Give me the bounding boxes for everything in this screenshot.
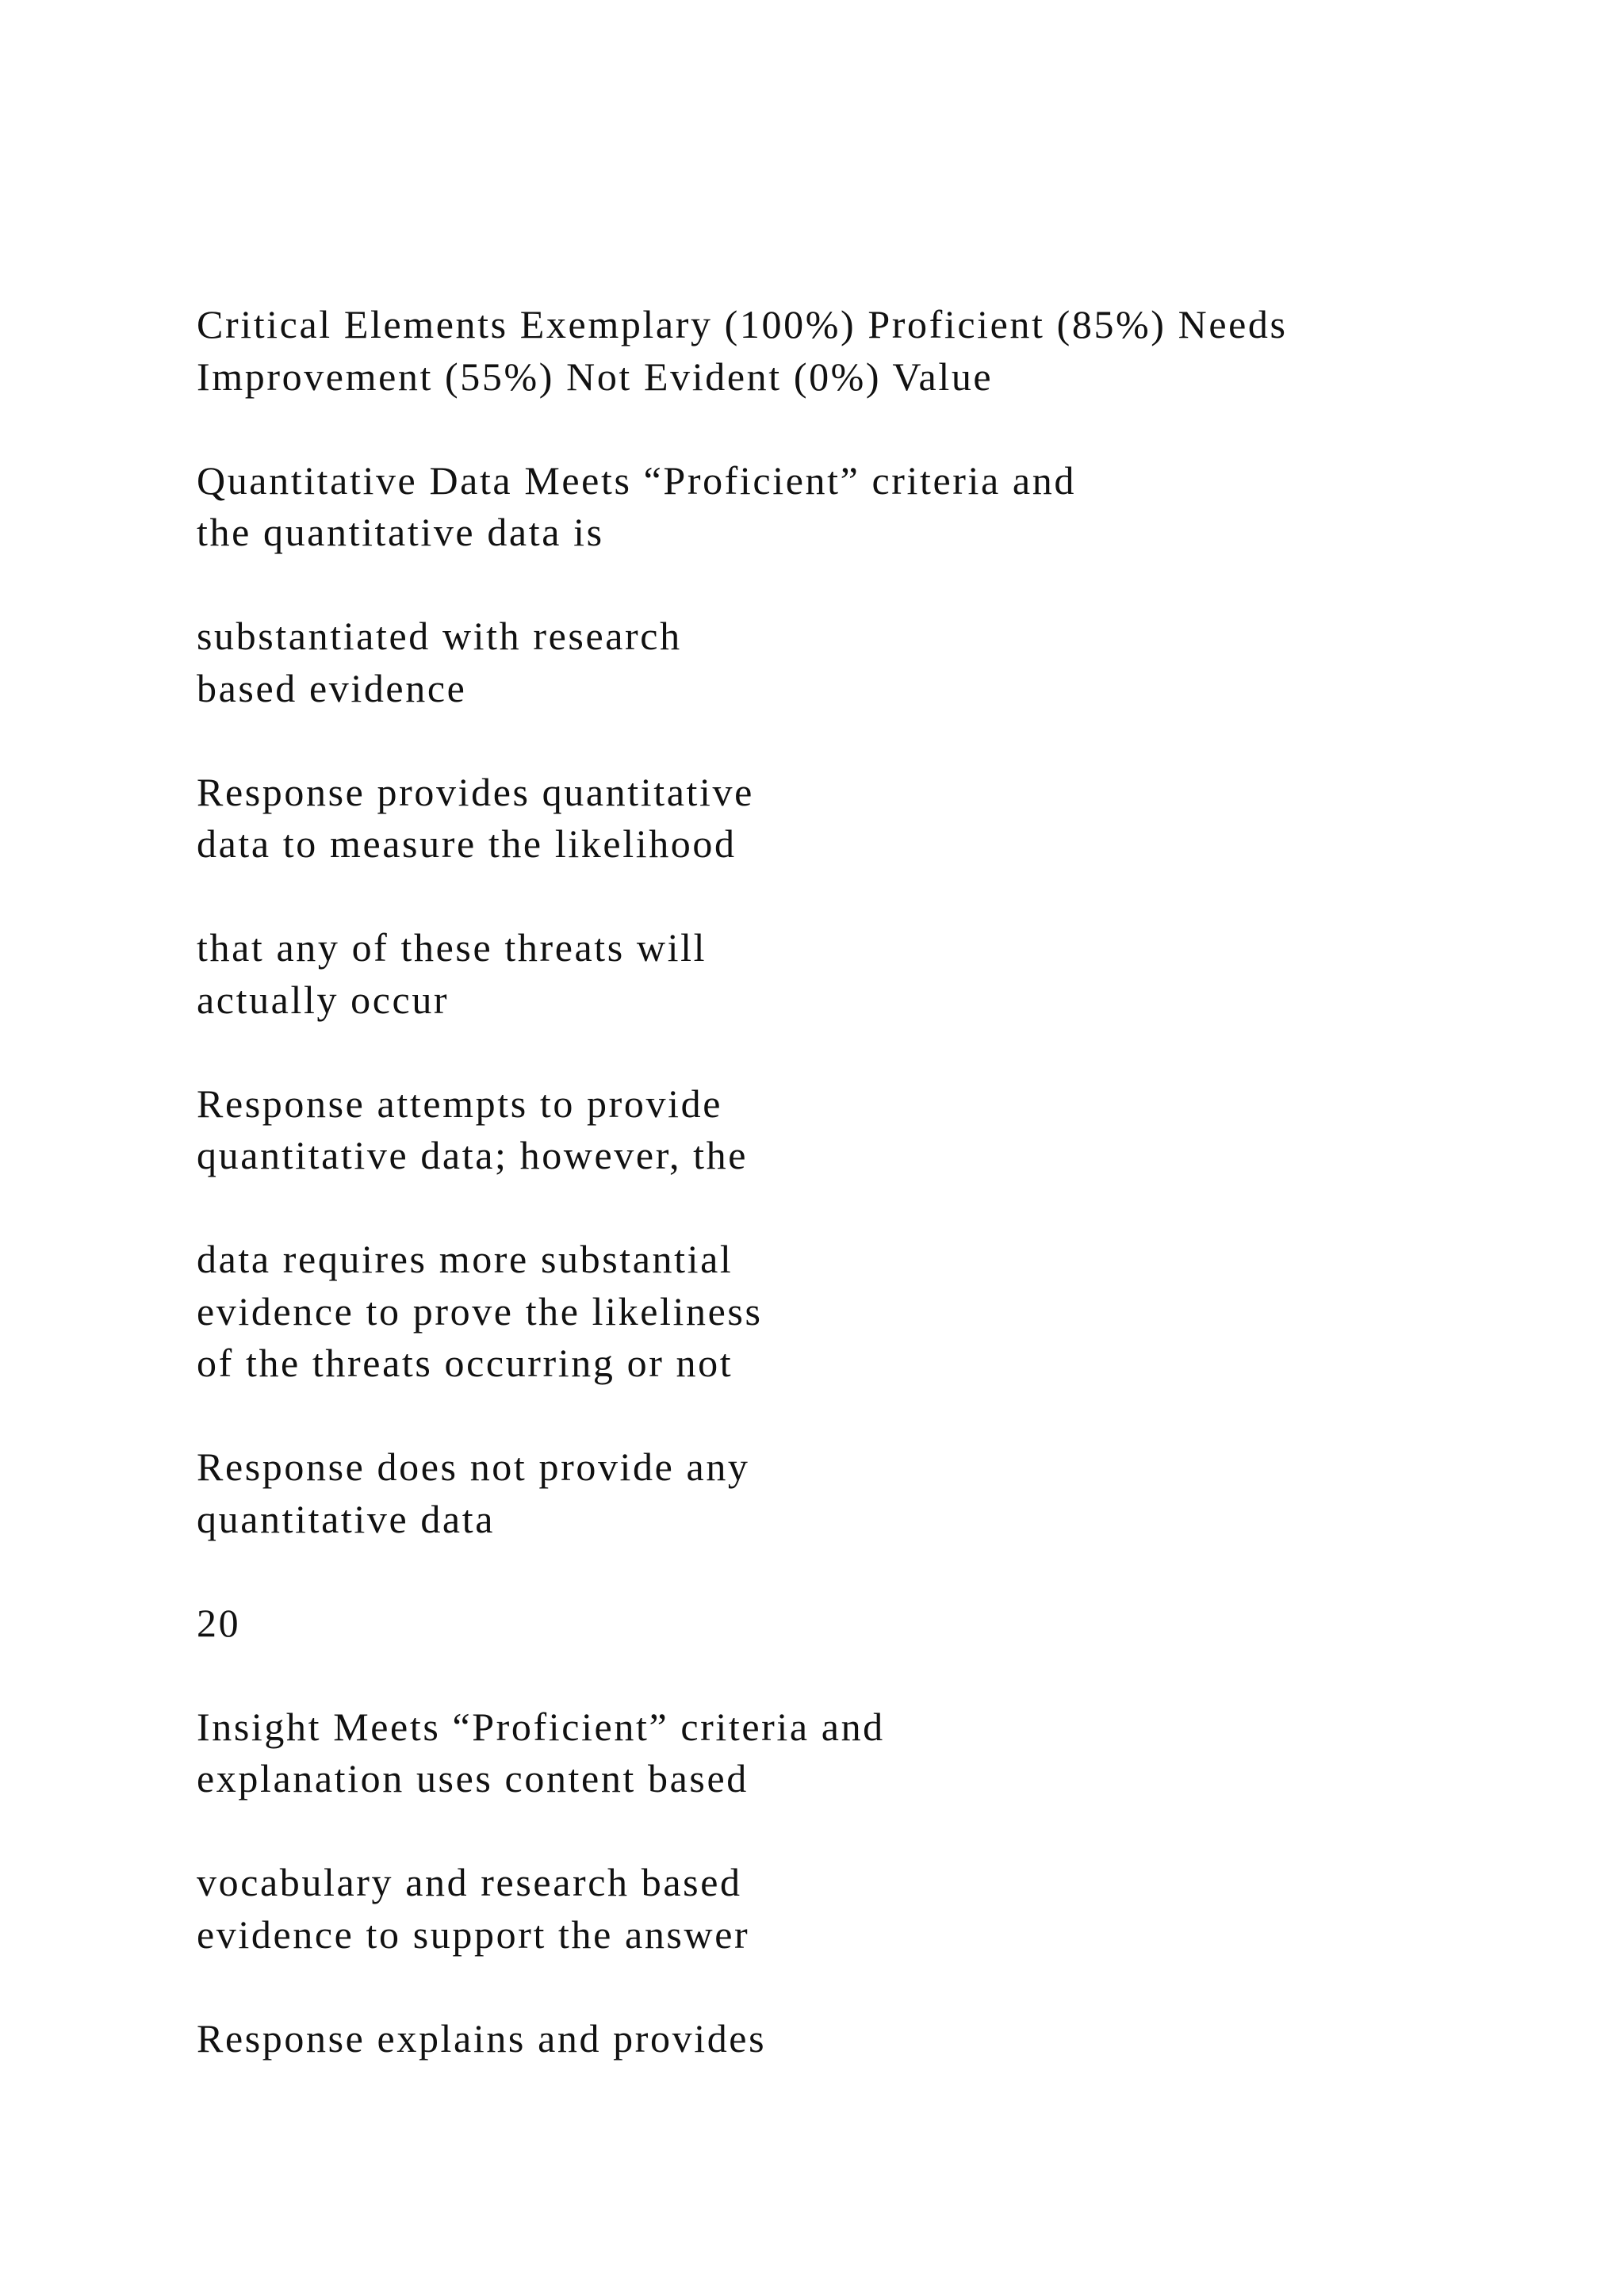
rubric-header-text: Critical Elements Exemplary (100%) Proficient (85%) Needs Improvement (55%) Not Evident (0%) Value [197, 302, 1288, 399]
insight-exemplary-text: Insight Meets “Proficient” criteria and explanation uses content based [197, 1704, 885, 1800]
quantitative-data-not-evident-text: Response does not provide any quantitative data [197, 1445, 750, 1541]
quantitative-data-proficient-continued: that any of these threats will actually occur [197, 925, 707, 1022]
quantitative-data-needs-improvement-continued: data requires more substantial evidence to prove the likeliness of the threats occurring or not [197, 1237, 763, 1385]
quantitative-data-proficient-text: Response provides quantitative data to measure the likelihood [197, 769, 754, 866]
quantitative-data-exemplary-text: Quantitative Data Meets “Proficient” criteria and the quantitative data is [197, 457, 1076, 554]
quantitative-data-exemplary-continued: substantiated with research based evidence [197, 614, 682, 710]
insight-proficient-text: Response explains and provides [197, 2015, 767, 2061]
quantitative-data-value: 20 [197, 1600, 241, 1645]
quantitative-data-needs-improvement-text: Response attempts to provide quantitative data; however, the [197, 1081, 749, 1177]
insight-exemplary-continued: vocabulary and research based evidence to support the answer [197, 1860, 750, 1957]
document-body [197, 299, 1561, 2064]
